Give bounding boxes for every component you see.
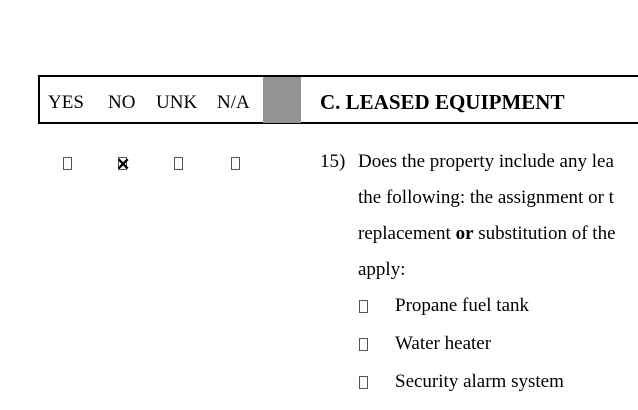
question-text-substitution: substitution of the [478,223,616,244]
option-security-alarm-label: Security alarm system [395,371,564,392]
answer-unk-checkbox[interactable] [174,157,183,170]
option-propane-checkbox[interactable] [359,300,368,313]
header-gray-divider [263,77,301,123]
column-yes-header: YES [48,92,84,113]
question-line-4: apply: [358,259,406,280]
answer-na-checkbox[interactable] [231,157,240,170]
option-security-alarm-checkbox[interactable] [359,376,368,389]
question-text-replacement: replacement [358,223,451,244]
option-water-heater-label: Water heater [395,333,492,354]
column-unk-header: UNK [156,92,198,113]
check-mark-icon: ✕ [116,155,131,174]
question-line-2: the following: the assignment or t [358,187,614,208]
question-number: 15) [320,151,346,172]
answer-yes-checkbox[interactable] [63,157,72,170]
question-line-1: Does the property include any lea [358,151,614,172]
option-propane-label: Propane fuel tank [395,295,530,316]
option-water-heater-checkbox[interactable] [359,338,368,351]
question-line-3 [358,222,616,246]
section-title: C. LEASED EQUIPMENT [320,90,565,114]
question-text-or: or [455,223,474,244]
column-no-header: NO [108,92,136,113]
column-na-header: N/A [217,92,250,113]
